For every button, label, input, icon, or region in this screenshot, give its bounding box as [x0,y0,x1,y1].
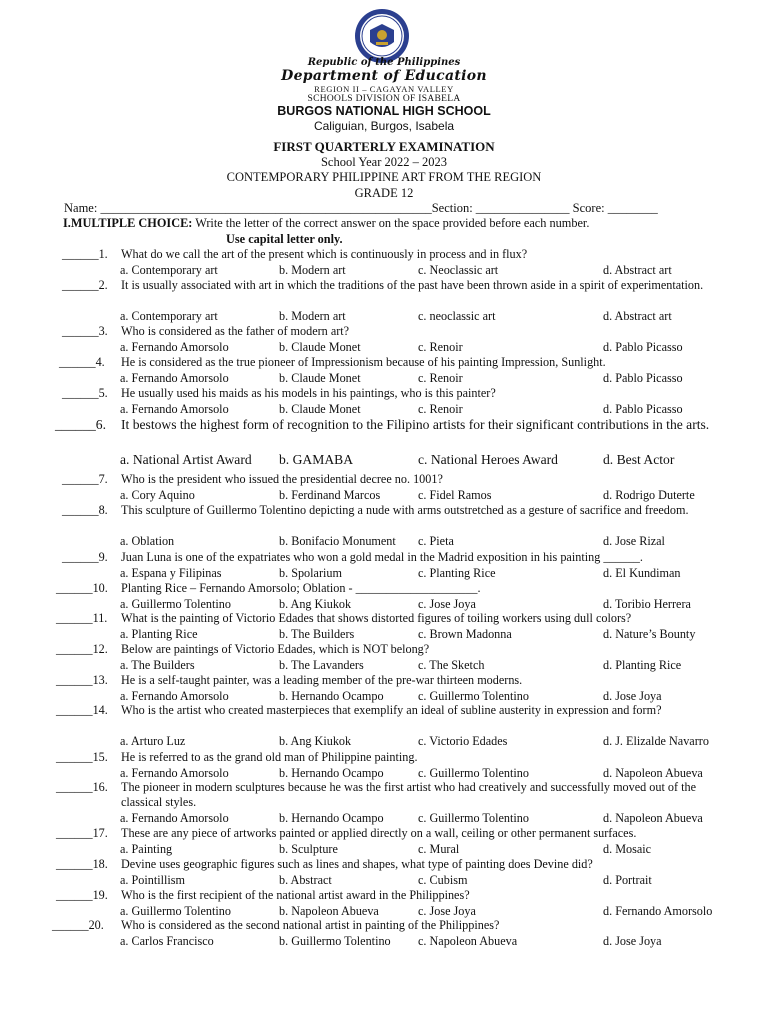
answer-blank[interactable]: ______6. [55,417,106,432]
department-label: Department of Education [281,68,487,84]
answer-option: d. Pablo Picasso [603,340,683,354]
answer-blank[interactable]: ______16. [56,780,108,794]
answer-blank[interactable]: ______18. [56,857,108,871]
answer-option: d. Jose Rizal [603,534,665,548]
answer-option: a. Planting Rice [120,627,198,641]
answer-option: d. Abstract art [603,263,672,277]
answer-option: c. Victorio Edades [418,734,508,748]
answer-option: b. Sculpture [279,842,338,856]
question-text: Who is considered as the father of modern art? [121,324,350,338]
answer-option: b. Ferdinand Marcos [279,488,381,502]
answer-option: d. Portrait [603,873,652,887]
answer-option: a. Espana y Filipinas [120,566,222,580]
answer-option: a. Contemporary art [120,309,218,323]
answer-option: b. Claude Monet [279,402,361,416]
answer-option: b. Ang Kiukok [279,597,352,611]
question-text: It is usually associated with art in which the traditions of the past have been thrown aside in a spirit of experimentation. [121,278,704,292]
answer-blank[interactable]: ______19. [56,888,108,902]
instructions [63,216,589,230]
answer-option: a. Pointillism [120,873,186,887]
question-text: He is a self-taught painter, was a leading member of the pre-war thirteen moderns. [121,673,523,687]
instructions-note: Use capital letter only. [226,232,343,246]
school-name: BURGOS NATIONAL HIGH SCHOOL [277,104,491,118]
answer-blank[interactable]: ______7. [62,472,108,486]
question-text: Who is the president who issued the presidential decree no. 1001? [121,472,443,486]
subject-title: CONTEMPORARY PHILIPPINE ART FROM THE REGION [226,170,542,184]
answer-option: c. Planting Rice [418,566,496,580]
question-text: Planting Rice – Fernando Amorsolo; Oblation - ____________________. [121,581,481,595]
answer-option: a. Arturo Luz [120,734,186,748]
question-text: He is referred to as the grand old man of Philippine painting. [121,750,418,764]
answer-option: c. Guillermo Tolentino [418,689,529,703]
answer-option: b. Hernando Ocampo [279,766,384,780]
answer-option: a. Cory Aquino [120,488,195,502]
answer-blank[interactable]: ______15. [56,750,108,764]
question-text: He usually used his maids as his models in his paintings, who is this painter? [121,386,496,400]
answer-option: d. Jose Joya [603,689,662,703]
region-label: REGION II – CAGAYAN VALLEY [314,84,454,94]
answer-option: b. The Builders [279,627,355,641]
answer-blank[interactable]: ______5. [62,386,108,400]
answer-option: a. Guillermo Tolentino [120,904,231,918]
deped-seal-icon [354,8,410,64]
answer-option: c. Napoleon Abueva [418,934,518,948]
answer-option: c. Renoir [418,371,463,385]
answer-blank[interactable]: ______10. [56,581,108,595]
question-text: These are any piece of artworks painted or applied directly on a wall, ceiling or other permanent surfaces. [121,826,637,840]
question-text: Devine uses geographic figures such as lines and shapes, what type of painting does Devine did? [121,857,593,871]
answer-option: c. Brown Madonna [418,627,512,641]
question-text: Who is the artist who created masterpieces that exemplify an ideal of subline austerity in expression and form? [121,703,662,717]
answer-blank[interactable]: ______8. [62,503,108,517]
answer-option: c. Guillermo Tolentino [418,766,529,780]
answer-option: d. Pablo Picasso [603,402,683,416]
answer-option: c. neoclassic art [418,309,496,323]
answer-option: d. Best Actor [603,452,675,467]
answer-blank[interactable]: ______3. [62,324,108,338]
answer-option: d. Napoleon Abueva [603,811,703,825]
answer-option: a. Painting [120,842,173,856]
answer-option: b. Hernando Ocampo [279,811,384,825]
answer-option: b. Ang Kiukok [279,734,352,748]
division-label: SCHOOLS DIVISION OF ISABELA [307,94,461,104]
name-section-score-line[interactable]: Name: _____________________________________________________Section: _______________ Score: ________ [64,201,658,215]
answer-option: c. Neoclassic art [418,263,499,277]
answer-option: d. J. Elizalde Navarro [603,734,709,748]
answer-option: a. Oblation [120,534,175,548]
answer-option: a. The Builders [120,658,195,672]
answer-option: c. Renoir [418,340,463,354]
answer-option: b. Spolarium [279,566,342,580]
answer-blank[interactable]: ______17. [56,826,108,840]
answer-option: d. Fernando Amorsolo [603,904,713,918]
answer-option: a. Fernando Amorsolo [120,340,229,354]
answer-option: d. Abstract art [603,309,672,323]
answer-option: d. El Kundiman [603,566,681,580]
answer-option: a. Fernando Amorsolo [120,371,229,385]
answer-option: b. GAMABA [279,452,354,467]
question-text: Juan Luna is one of the expatriates who won a gold medal in the Madrid exposition in his painting ______. [121,550,643,564]
answer-option: a. Contemporary art [120,263,218,277]
answer-option: c. National Heroes Award [418,452,558,467]
answer-option: c. Cubism [418,873,468,887]
answer-option: c. The Sketch [418,658,485,672]
school-location: Caliguian, Burgos, Isabela [313,119,455,133]
answer-blank[interactable]: ______14. [56,703,108,717]
question-text: Below are paintings of Victorio Edades, which is NOT belong? [121,642,430,656]
answer-option: c. Mural [418,842,460,856]
answer-option: a. Carlos Francisco [120,934,214,948]
answer-option: b. The Lavanders [279,658,364,672]
answer-option: b. Napoleon Abueva [279,904,379,918]
answer-option: b. Modern art [279,309,346,323]
instructions-label: I.MULTIPLE CHOICE: [63,216,193,230]
answer-option: c. Renoir [418,402,463,416]
answer-option: d. Mosaic [603,842,652,856]
answer-blank[interactable]: ______13. [56,673,108,687]
answer-blank[interactable]: ______2. [62,278,108,292]
answer-option: a. Fernando Amorsolo [120,811,229,825]
answer-option: b. Hernando Ocampo [279,689,384,703]
answer-option: a. Guillermo Tolentino [120,597,231,611]
answer-option: d. Planting Rice [603,658,682,672]
answer-blank[interactable]: ______20. [52,918,104,932]
answer-option: b. Abstract [279,873,332,887]
answer-blank[interactable]: ______11. [56,611,108,625]
answer-option: c. Jose Joya [418,904,476,918]
answer-option: d. Napoleon Abueva [603,766,703,780]
answer-option: a. Fernando Amorsolo [120,402,229,416]
answer-option: b. Bonifacio Monument [279,534,396,548]
answer-option: d. Jose Joya [603,934,662,948]
answer-option: a. Fernando Amorsolo [120,689,229,703]
answer-option: b. Claude Monet [279,340,361,354]
answer-option: b. Claude Monet [279,371,361,385]
question-text: He is considered as the true pioneer of Impressionism because of his painting Impression, Sunlight. [121,355,606,369]
answer-option: d. Toribio Herrera [603,597,691,611]
answer-option: d. Pablo Picasso [603,371,683,385]
instructions-text: Write the letter of the correct answer on the space provided before each number. [192,216,590,230]
republic-label: Republic of the Philippines [307,57,461,68]
answer-option: d. Rodrigo Duterte [603,488,695,502]
exam-title: FIRST QUARTERLY EXAMINATION [273,139,495,154]
question-text: What is the painting of Victorio Edades that shows distorted figures of toiling workers using dull colors? [121,611,632,625]
question-text: It bestows the highest form of recognition to the Filipino artists for their significant contributions in the arts. [121,417,710,432]
answer-option: b. Guillermo Tolentino [279,934,391,948]
question-text: What do we call the art of the present which is continuously in process and in flux? [121,247,528,261]
answer-option: c. Fidel Ramos [418,488,492,502]
answer-option: a. National Artist Award [120,452,252,467]
answer-option: d. Nature’s Bounty [603,627,696,641]
grade-level: GRADE 12 [354,186,414,200]
question-text: The pioneer in modern sculptures because he was the first artist who had creatively and successfully moved out of the classical styles. [121,780,697,809]
answer-option: b. Modern art [279,263,346,277]
question-text: This sculpture of Guillermo Tolentino depicting a nude with arms outstretched as a gesture of sacrifice and freedom. [121,503,689,517]
question-text: Who is the first recipient of the national artist award in the Philippines? [121,888,470,902]
answer-blank[interactable]: ______12. [56,642,108,656]
school-year: School Year 2022 – 2023 [320,155,448,169]
answer-option: c. Guillermo Tolentino [418,811,529,825]
answer-blank[interactable]: ______4. [59,355,105,369]
answer-blank[interactable]: ______1. [62,247,108,261]
answer-option: c. Jose Joya [418,597,476,611]
question-text: Who is considered as the second national artist in painting of the Philippines? [121,918,500,932]
answer-option: a. Fernando Amorsolo [120,766,229,780]
answer-option: c. Pieta [418,534,454,548]
answer-blank[interactable]: ______9. [62,550,108,564]
